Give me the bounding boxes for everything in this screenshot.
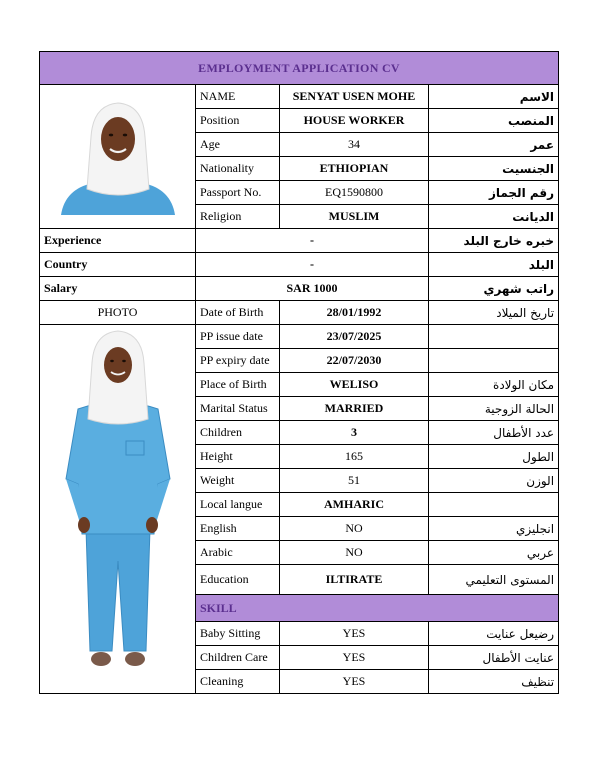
children-value: 3 (280, 421, 429, 445)
religion-label: Religion (196, 205, 280, 229)
pp-issue-label: PP issue date (196, 325, 280, 349)
skill-value: YES (280, 622, 429, 646)
arabic-arabic: عربي (429, 541, 559, 565)
nationality-label: Nationality (196, 157, 280, 181)
children-arabic: عدد الأطفال (429, 421, 559, 445)
portrait-photo-icon (53, 97, 183, 217)
place-of-birth-label: Place of Birth (196, 373, 280, 397)
skill-heading: SKILL (196, 595, 559, 622)
pp-expiry-arabic (429, 349, 559, 373)
experience-arabic: خبره خارج البلد (429, 229, 559, 253)
skill-label: Baby Sitting (196, 622, 280, 646)
marital-value: MARRIED (280, 397, 429, 421)
skill-value: YES (280, 646, 429, 670)
pp-issue-value: 23/07/2025 (280, 325, 429, 349)
row-pp-issue (40, 325, 559, 349)
pp-issue-arabic (429, 325, 559, 349)
nationality-value: ETHIOPIAN (280, 157, 429, 181)
education-label: Education (196, 565, 280, 595)
name-label: NAME (196, 85, 280, 109)
passport-value: EQ1590800 (280, 181, 429, 205)
row-dob (40, 301, 559, 325)
dob-value: 28/01/1992 (280, 301, 429, 325)
passport-arabic: رقم الجماز (429, 181, 559, 205)
name-arabic: الاسم (429, 85, 559, 109)
local-language-label: Local langue (196, 493, 280, 517)
height-label: Height (196, 445, 280, 469)
marital-arabic: الحالة الزوجية (429, 397, 559, 421)
full-body-photo (40, 325, 196, 694)
children-label: Children (196, 421, 280, 445)
skill-arabic: عنايت الأطفال (429, 646, 559, 670)
english-arabic: انجليزي (429, 517, 559, 541)
weight-label: Weight (196, 469, 280, 493)
english-label: English (196, 517, 280, 541)
pp-expiry-label: PP expiry date (196, 349, 280, 373)
photo-label: PHOTO (40, 301, 196, 325)
row-country (40, 253, 559, 277)
arabic-label: Arabic (196, 541, 280, 565)
age-value: 34 (280, 133, 429, 157)
pp-expiry-value: 22/07/2030 (280, 349, 429, 373)
name-value: SENYAT USEN MOHE (280, 85, 429, 109)
passport-label: Passport No. (196, 181, 280, 205)
marital-label: Marital Status (196, 397, 280, 421)
arabic-value: NO (280, 541, 429, 565)
row-name (40, 85, 559, 109)
country-arabic: البلد (429, 253, 559, 277)
education-value: ILTIRATE (280, 565, 429, 595)
skill-arabic: رضيعل عنايت (429, 622, 559, 646)
position-arabic: المنصب (429, 109, 559, 133)
skill-label: Cleaning (196, 670, 280, 694)
skill-value: YES (280, 670, 429, 694)
place-of-birth-value: WELISO (280, 373, 429, 397)
cv-table (39, 51, 559, 694)
experience-value: - (196, 229, 429, 253)
position-value: HOUSE WORKER (280, 109, 429, 133)
weight-value: 51 (280, 469, 429, 493)
dob-arabic: تاريخ الميلاد (429, 301, 559, 325)
height-arabic: الطول (429, 445, 559, 469)
skill-label: Children Care (196, 646, 280, 670)
salary-arabic: راتب شهري (429, 277, 559, 301)
position-label: Position (196, 109, 280, 133)
age-arabic: عمر (429, 133, 559, 157)
religion-value: MUSLIM (280, 205, 429, 229)
age-label: Age (196, 133, 280, 157)
local-language-arabic (429, 493, 559, 517)
row-experience (40, 229, 559, 253)
local-language-value: AMHARIC (280, 493, 429, 517)
country-label: Country (40, 253, 196, 277)
cv-title: EMPLOYMENT APPLICATION CV (40, 52, 559, 85)
row-salary (40, 277, 559, 301)
religion-arabic: الديانت (429, 205, 559, 229)
place-of-birth-arabic: مكان الولادة (429, 373, 559, 397)
dob-label: Date of Birth (196, 301, 280, 325)
portrait-photo (40, 85, 196, 229)
experience-label: Experience (40, 229, 196, 253)
education-arabic: المستوى التعليمي (429, 565, 559, 595)
english-value: NO (280, 517, 429, 541)
nationality-arabic: الجنسيت (429, 157, 559, 181)
weight-arabic: الوزن (429, 469, 559, 493)
height-value: 165 (280, 445, 429, 469)
skill-arabic: تنظيف (429, 670, 559, 694)
salary-label: Salary (40, 277, 196, 301)
full-body-photo-icon (48, 329, 188, 689)
country-value: - (196, 253, 429, 277)
salary-value: SAR 1000 (196, 277, 429, 301)
